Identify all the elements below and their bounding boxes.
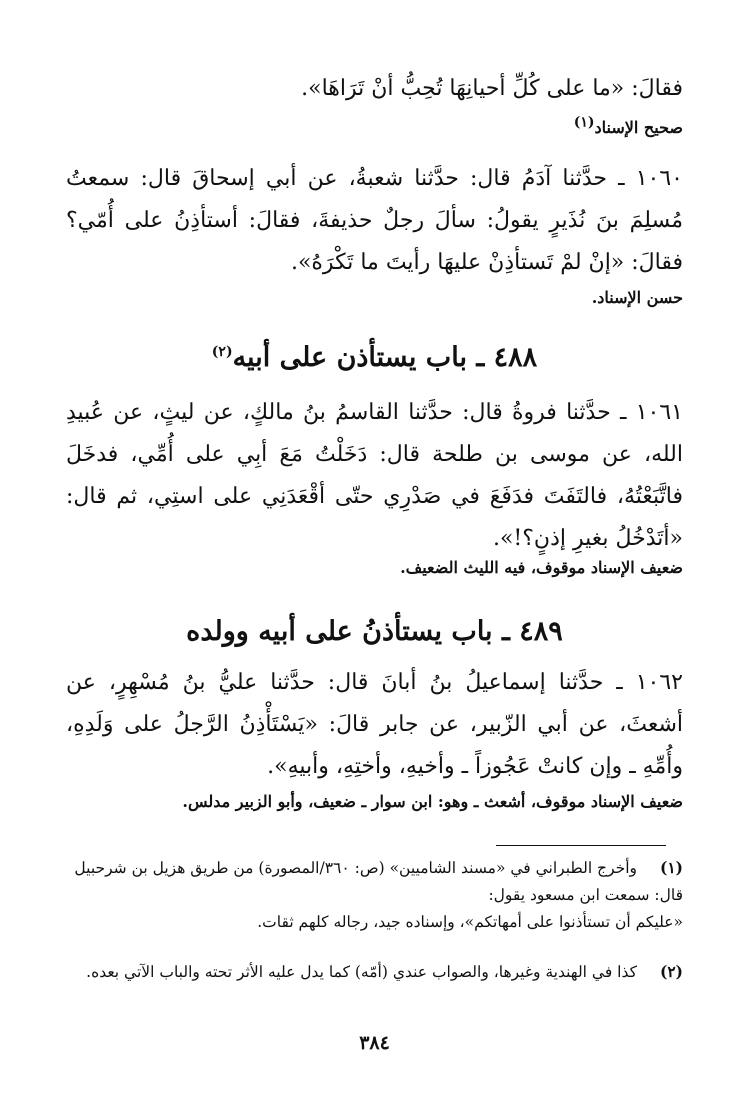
page-number: ٣٨٤ bbox=[359, 1032, 390, 1054]
chapter-heading-488 bbox=[0, 338, 749, 378]
grading-daif-2: ضعيف الإسناد موقوف، أشعث ـ وهو: ابن سوار ـ ضعيف، وأبو الزبير مدلس. bbox=[182, 792, 683, 811]
grading-hasan: حسن الإسناد. bbox=[591, 288, 683, 307]
grading-text: صحيح الإسناد bbox=[594, 118, 683, 137]
hadith-1060: ١٠٦٠ ـ حدَّثنا آدَمُ قال: حدَّثنا شعبةُ، عن أبي إسحاقَ قال: سمعتُ مُسلِمَ بنَ نُذَيرٍ يقولُ: سألَ رجلٌ حذيفةَ، فقالَ: أستأذِنُ على أُمّي؟ فقالَ: «إنْ لمْ تَستأذِنْ عليهَا رأيتَ ما تَكْرَهُ». bbox=[66, 166, 683, 275]
grading-daif-1: ضعيف الإسناد موقوف، فيه الليث الضعيف. bbox=[400, 558, 683, 577]
footnote-text: وأخرج الطبراني في «مسند الشاميين» (ص: ٣٦٠/المصورة) من طريق هزيل بن شرحبيل قال: سمعت ابن مسعود يقول: bbox=[74, 859, 683, 904]
footnote-ref-2: (٢) bbox=[211, 344, 233, 360]
footnote-separator bbox=[496, 845, 666, 846]
footnote-ref-1: (١) bbox=[573, 114, 595, 131]
footnote-continuation: «عليكم أن تستأذنوا على أمهاتكم»، وإسناده جيد، رجاله كلهم ثقات. bbox=[257, 913, 683, 931]
intro-quote: فقالَ: «ما على كُلِّ أحيانِهَا تُحِبُّ أنْ تَرَاهَا». bbox=[301, 76, 683, 101]
chapter-title: ٤٨٨ ـ باب يستأذن على أبيه bbox=[232, 342, 538, 373]
hadith-1062: ١٠٦٢ ـ حدَّثنا إسماعيلُ بنُ أبانَ قال: حدَّثنا عليُّ بنُ مُسْهِرٍ، عن أشعثَ، عن أبي الزّبير، عن جابر قالَ: «يَسْتَأْذِنُ الرَّجلُ على وَلَدِهِ، وأُمِّهِ ـ وإن كانتْ عَجُوزاً ـ وأخيهِ، وأختِهِ، وأبيهِ». bbox=[66, 670, 683, 779]
footnote-1 bbox=[66, 854, 683, 936]
footnote-number: (٢) bbox=[659, 962, 683, 981]
hadith-1061: ١٠٦١ ـ حدَّثنا فروةُ قال: حدَّثنا القاسمُ بنُ مالكٍ، عن ليثٍ، عن عُبيدِ الله، عن موسى بن طلحة قال: دَخَلْتُ مَعَ أبِي على أُمِّي، فدخَلَ فاتَّبَعْتُهُ، فالتَفَتَ فدَفَعَ في صَدْرِي حتّى أقْعَدَنِي على استِي، ثم قال: «أتَدْخُلُ بغيرِ إذنٍ؟!». bbox=[66, 400, 683, 551]
footnote-2 bbox=[66, 958, 683, 986]
grading-sahih bbox=[66, 116, 683, 140]
footnote-text: كذا في الهندية وغيرها، والصواب عندي (أمّه) كما يدل عليه الأثر تحته والباب الآتي بعده. bbox=[86, 963, 637, 981]
chapter-heading-489: ٤٨٩ ـ باب يستأذنُ على أبيه وولده bbox=[186, 616, 563, 647]
footnote-number: (١) bbox=[659, 858, 683, 877]
